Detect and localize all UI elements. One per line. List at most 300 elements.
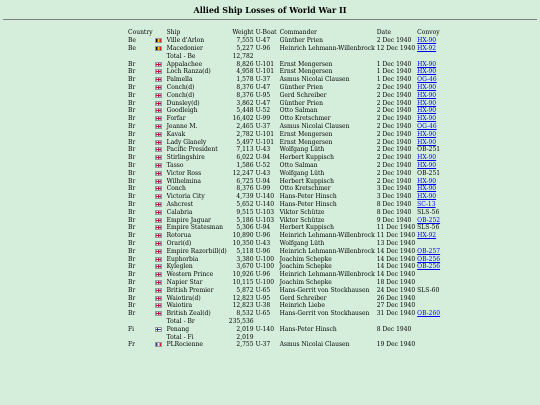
flag-cell: [155, 209, 167, 217]
date-cell: 8 Dec 1940: [376, 201, 412, 209]
ship-cell: Kavak: [166, 130, 186, 138]
country-cell: Br: [128, 146, 136, 154]
br-flag-icon: [155, 280, 162, 285]
ship-cell: Stirlingshire: [166, 154, 205, 162]
ship-cell: Loch Ranza(d): [166, 68, 211, 76]
commander-cell: Heinrich Liebe: [279, 302, 325, 310]
date-cell: 19 Dec 1940: [376, 341, 416, 349]
convoy-cell: [417, 92, 443, 100]
header-flag: [155, 29, 167, 37]
table-row: [128, 302, 443, 310]
date-cell: 2 Dec 1940: [376, 138, 412, 146]
country-cell: Br: [128, 240, 136, 248]
weight-cell: 4,739: [236, 193, 254, 201]
ship-cell: Western Prince: [166, 271, 214, 279]
table-row: [128, 209, 443, 217]
ship-cell: Conch: [166, 185, 186, 193]
flag-cell: [155, 131, 167, 139]
commander-cell: Hans-Gerrit von Stockhausen: [279, 310, 370, 318]
br-flag-icon: [155, 147, 162, 152]
date-cell: 12 Dec 1940: [376, 45, 416, 53]
br-flag-icon: [155, 69, 162, 74]
be-flag-icon: [155, 46, 162, 51]
convoy-link[interactable]: HX-90: [417, 84, 437, 92]
flag-cell: [155, 123, 167, 131]
table-row: [128, 310, 443, 318]
commander-cell: Günther Prien: [279, 37, 323, 45]
br-flag-icon: [155, 257, 162, 262]
convoy-cell: SLS-56: [417, 224, 440, 232]
date-cell: 14 Dec 1940: [376, 247, 416, 255]
table-row: [128, 154, 443, 162]
convoy-cell: [417, 123, 443, 131]
table-row: [128, 232, 443, 240]
uboat-cell: U-99: [255, 185, 271, 193]
date-cell: 18 Dec 1940: [376, 279, 416, 286]
ship-cell: Appalachee: [166, 60, 203, 68]
commander-cell: Herbert Kuppisch: [279, 154, 334, 162]
table-row: [128, 341, 443, 349]
date-cell: 8 Dec 1940: [376, 208, 412, 216]
flag-cell: [155, 146, 167, 154]
horizontal-rule: [3, 19, 537, 20]
country-cell: Br: [128, 201, 136, 209]
country-cell: Br: [128, 76, 136, 84]
table-row: [128, 123, 443, 131]
convoy-cell: [417, 154, 443, 162]
country-cell: Br: [128, 286, 136, 294]
date-cell: 1 Dec 1940: [376, 76, 412, 84]
br-flag-icon: [155, 210, 162, 215]
weight-cell: 12,823: [232, 294, 254, 302]
total-flag: [155, 53, 167, 61]
convoy-cell: SLS-60: [417, 286, 440, 294]
ship-cell: Palmella: [166, 76, 193, 84]
convoy-link[interactable]: HX-90: [417, 138, 437, 146]
table-row: [128, 271, 443, 279]
br-flag-icon: [155, 116, 162, 121]
fr-flag-icon: [155, 342, 162, 347]
commander-cell: Ernst Mengersen: [279, 60, 333, 68]
flag-cell: [155, 45, 167, 53]
br-flag-icon: [155, 85, 162, 90]
ship-cell: Jeanne M.: [166, 123, 198, 131]
date-cell: 11 Dec 1940: [376, 232, 416, 240]
convoy-link[interactable]: HX-90: [417, 37, 437, 45]
weight-cell: 7,555: [236, 37, 254, 45]
weight-cell: 5,306: [236, 224, 254, 232]
date-cell: 31 Dec 1940: [376, 310, 416, 318]
ship-cell: Lady Glanely: [166, 138, 207, 146]
weight-cell: 4,958: [236, 68, 254, 76]
convoy-cell: [417, 279, 443, 287]
header-ship: Ship: [166, 29, 181, 36]
table-row: [128, 115, 443, 123]
uboat-cell: U-96: [255, 247, 271, 255]
uboat-cell: U-37: [255, 123, 271, 131]
convoy-link[interactable]: OB-256: [417, 255, 441, 263]
convoy-link[interactable]: OB-257: [417, 247, 441, 255]
convoy-cell: [417, 201, 443, 209]
commander-cell: Ernst Mengersen: [279, 68, 333, 76]
ship-cell: Ashcrest: [166, 201, 194, 209]
date-cell: 27 Dec 1940: [376, 302, 416, 310]
country-cell: Br: [128, 271, 136, 279]
convoy-cell: SLS-56: [417, 208, 440, 216]
weight-cell: 12,823: [232, 302, 254, 310]
br-flag-icon: [155, 249, 162, 254]
br-flag-icon: [155, 296, 162, 301]
table-row: [128, 326, 443, 334]
weight-cell: 3,380: [236, 255, 254, 263]
flag-cell: [155, 279, 167, 287]
total-row: [128, 53, 443, 61]
weight-cell: 12,247: [232, 169, 254, 177]
weight-cell: 5,448: [236, 107, 254, 115]
commander-cell: Hans-Gerrit von Stockhausen: [279, 286, 370, 294]
convoy-link[interactable]: OB-256: [417, 263, 441, 271]
convoy-link[interactable]: HX-90: [417, 115, 437, 123]
date-cell: 2 Dec 1940: [376, 91, 412, 99]
date-cell: 14 Dec 1940: [376, 263, 416, 271]
date-cell: 2 Dec 1940: [376, 130, 412, 138]
table-row: [128, 92, 443, 100]
flag-cell: [155, 263, 167, 271]
total-weight: 12,782: [232, 52, 254, 60]
country-cell: Br: [128, 162, 136, 170]
table-row: [128, 256, 443, 264]
convoy-cell: [417, 68, 443, 76]
convoy-link[interactable]: HX-90: [417, 60, 437, 68]
table-row: [128, 170, 443, 178]
total-country: [128, 318, 155, 326]
commander-cell: Viktor Schütze: [279, 208, 325, 216]
uboat-cell: U-103: [255, 216, 275, 224]
flag-cell: [155, 326, 167, 334]
uboat-cell: U-52: [255, 162, 271, 170]
convoy-cell: [417, 45, 443, 53]
country-cell: Br: [128, 255, 136, 263]
ship-cell: British Premier: [166, 286, 214, 294]
flag-cell: [155, 154, 167, 162]
country-cell: Br: [128, 107, 136, 115]
convoy-link[interactable]: HX-90: [417, 130, 437, 138]
page-title: Allied Ship Losses of World War II: [193, 5, 347, 15]
date-cell: 1 Dec 1940: [376, 60, 412, 68]
weight-cell: 10,115: [232, 279, 254, 286]
date-cell: 3 Dec 1940: [376, 193, 412, 201]
weight-cell: 8,826: [236, 60, 254, 68]
date-cell: 2 Dec 1940: [376, 169, 412, 177]
country-cell: Br: [128, 138, 136, 146]
date-cell: 2 Dec 1940: [376, 84, 412, 92]
flag-cell: [155, 68, 167, 76]
table-row: [128, 37, 443, 45]
br-flag-icon: [155, 225, 162, 230]
country-cell: Br: [128, 224, 136, 232]
convoy-link[interactable]: HX-90: [417, 162, 437, 170]
br-flag-icon: [155, 303, 162, 308]
br-flag-icon: [155, 101, 162, 106]
weight-cell: 3,862: [236, 99, 254, 107]
weight-cell: 8,376: [236, 185, 254, 193]
convoy-link[interactable]: HX-90: [417, 177, 437, 185]
weight-cell: 10,926: [232, 271, 254, 279]
br-flag-icon: [155, 155, 162, 160]
table-row: [128, 100, 443, 108]
country-cell: Br: [128, 310, 136, 318]
flag-cell: [155, 193, 167, 201]
date-cell: 2 Dec 1940: [376, 154, 412, 162]
uboat-cell: U-96: [255, 45, 271, 53]
ship-cell: Rotorua: [166, 232, 192, 240]
weight-cell: 3,670: [236, 263, 254, 271]
table-row: [128, 295, 443, 303]
uboat-cell: U-101: [255, 130, 275, 138]
flag-cell: [155, 201, 167, 209]
country-cell: Br: [128, 68, 136, 76]
date-cell: 2 Dec 1940: [376, 37, 412, 45]
convoy-cell: [417, 271, 443, 279]
country-cell: Br: [128, 279, 136, 286]
convoy-link[interactable]: HX-90: [417, 107, 437, 115]
convoy-link[interactable]: HX-90: [417, 68, 437, 76]
convoy-cell: [417, 240, 443, 248]
uboat-cell: U-43: [255, 146, 271, 154]
uboat-cell: U-140: [255, 201, 275, 209]
flag-cell: [155, 240, 167, 248]
convoy-link[interactable]: HX-92: [417, 232, 437, 240]
weight-cell: 10,350: [232, 240, 254, 248]
flag-cell: [155, 287, 167, 295]
commander-cell: Otto Kretschmer: [279, 115, 331, 123]
uboat-cell: U-94: [255, 154, 271, 162]
country-cell: Br: [128, 193, 136, 201]
date-cell: 13 Dec 1940: [376, 240, 416, 248]
commander-cell: Otto Salman: [279, 107, 318, 115]
convoy-cell: [417, 302, 443, 310]
commander-cell: Hans-Peter Hinsch: [279, 201, 337, 209]
date-cell: 1 Dec 1940: [376, 68, 412, 76]
flag-cell: [155, 170, 167, 178]
table-row: [128, 240, 443, 248]
br-flag-icon: [155, 186, 162, 191]
convoy-link[interactable]: HX-90: [417, 91, 437, 99]
br-flag-icon: [155, 194, 162, 199]
br-flag-icon: [155, 93, 162, 98]
weight-cell: 2,019: [236, 325, 254, 333]
ship-cell: Goodleigh: [166, 107, 198, 115]
table-row: [128, 61, 443, 69]
fi-flag-icon: [155, 327, 162, 332]
convoy-link[interactable]: HX-90: [417, 99, 437, 107]
ship-cell: Waiotira: [166, 302, 193, 310]
uboat-cell: U-37: [255, 76, 271, 84]
ship-cell: Pacific President: [166, 146, 218, 154]
uboat-cell: U-140: [255, 325, 275, 333]
commander-cell: Ernst Mengersen: [279, 130, 333, 138]
uboat-cell: U-96: [255, 271, 271, 279]
country-cell: Br: [128, 60, 136, 68]
br-flag-icon: [155, 171, 162, 176]
total-flag: [155, 318, 167, 326]
total-label: Total - Br: [166, 317, 195, 325]
ship-cell: British Zeal(d): [166, 310, 211, 318]
ship-cell: Empire Razorbill(d): [166, 247, 227, 255]
date-cell: 26 Dec 1940: [376, 294, 416, 302]
total-weight: 2,019: [236, 333, 254, 341]
table-row: [128, 107, 443, 115]
ship-cell: Empire Statesman: [166, 224, 224, 232]
commander-cell: Asmus Nicolai Clausen: [279, 123, 350, 131]
total-row: [128, 318, 443, 326]
header-weight: Weight: [232, 29, 254, 36]
flag-cell: [155, 341, 167, 349]
uboat-cell: U-65: [255, 286, 271, 294]
flag-cell: [155, 162, 167, 170]
ship-cell: Euphorbia: [166, 255, 199, 263]
flag-cell: [155, 84, 167, 92]
table-row: [128, 193, 443, 201]
convoy-cell: [417, 76, 443, 84]
weight-cell: 5,186: [236, 216, 254, 224]
flag-cell: [155, 217, 167, 225]
country-cell: Br: [128, 302, 136, 310]
convoy-cell: [417, 84, 443, 92]
commander-cell: Wolfgang Lüth: [279, 146, 325, 154]
convoy-link[interactable]: SC-13: [417, 201, 436, 209]
br-flag-icon: [155, 272, 162, 277]
br-flag-icon: [155, 124, 162, 129]
country-cell: Br: [128, 115, 136, 123]
flag-cell: [155, 271, 167, 279]
br-flag-icon: [155, 62, 162, 67]
date-cell: 2 Dec 1940: [376, 146, 412, 154]
table-row: [128, 224, 443, 232]
country-cell: Be: [128, 45, 136, 53]
country-cell: Br: [128, 294, 136, 302]
flag-cell: [155, 92, 167, 100]
flag-cell: [155, 248, 167, 256]
convoy-cell: [417, 310, 443, 318]
country-cell: Fr: [128, 341, 136, 349]
country-cell: Br: [128, 185, 136, 193]
date-cell: 2 Dec 1940: [376, 177, 412, 185]
country-cell: Br: [128, 232, 136, 240]
commander-cell: Otto Kretschmer: [279, 185, 331, 193]
uboat-cell: U-43: [255, 240, 271, 248]
weight-cell: 6,022: [236, 154, 254, 162]
uboat-cell: U-47: [255, 84, 271, 92]
country-cell: Br: [128, 263, 136, 271]
weight-cell: 2,465: [236, 123, 254, 131]
flag-cell: [155, 115, 167, 123]
table-row: [128, 279, 443, 287]
ship-cell: Dunsley(d): [166, 99, 200, 107]
convoy-cell: [417, 61, 443, 69]
ship-cell: Ville d'Arlon: [166, 37, 205, 45]
convoy-link[interactable]: HX-90: [417, 193, 437, 201]
flag-cell: [155, 302, 167, 310]
date-cell: 14 Dec 1940: [376, 271, 416, 279]
flag-cell: [155, 295, 167, 303]
date-cell: 9 Dec 1940: [376, 216, 412, 224]
table-row: [128, 217, 443, 225]
commander-cell: Herbert Kuppisch: [279, 177, 334, 185]
uboat-cell: U-47: [255, 99, 271, 107]
weight-cell: 1,578: [236, 76, 254, 84]
be-flag-icon: [155, 38, 162, 43]
country-cell: Br: [128, 208, 136, 216]
ship-cell: Macedonier: [166, 45, 203, 53]
uboat-cell: U-101: [255, 138, 275, 146]
weight-cell: 6,725: [236, 177, 254, 185]
uboat-cell: U-103: [255, 208, 275, 216]
commander-cell: Gerd Schreiber: [279, 91, 327, 99]
convoy-link[interactable]: OB-260: [417, 310, 441, 318]
br-flag-icon: [155, 108, 162, 113]
country-cell: Br: [128, 154, 136, 162]
convoy-link[interactable]: OG-46: [417, 123, 437, 131]
table-row: [128, 139, 443, 147]
header-uboat: U-Boat: [255, 29, 277, 36]
convoy-link[interactable]: HX-90: [417, 185, 437, 193]
uboat-cell: U-101: [255, 68, 275, 76]
table-row: [128, 68, 443, 76]
convoy-cell: [417, 256, 443, 264]
ship-cell: Calabria: [166, 208, 193, 216]
commander-cell: Günther Prien: [279, 99, 323, 107]
table-header-row: [128, 29, 443, 37]
ship-cell: Empire Jaguar: [166, 216, 211, 224]
country-cell: Br: [128, 123, 136, 131]
table-row: [128, 84, 443, 92]
convoy-link[interactable]: HX-90: [417, 154, 437, 162]
table-row: [128, 287, 443, 295]
br-flag-icon: [155, 288, 162, 293]
convoy-link[interactable]: OB-252: [417, 216, 441, 224]
convoy-link[interactable]: OG-46: [417, 76, 437, 84]
ship-cell: Wilhelmina: [166, 177, 201, 185]
ship-cell: PLRocienne: [166, 341, 203, 349]
country-cell: Br: [128, 216, 136, 224]
table-row: [128, 248, 443, 256]
convoy-link[interactable]: HX-92: [417, 45, 437, 53]
uboat-cell: U-65: [255, 310, 271, 318]
ship-cell: Victoria City: [166, 193, 205, 201]
date-cell: 2 Dec 1940: [376, 162, 412, 170]
country-cell: Br: [128, 130, 136, 138]
br-flag-icon: [155, 132, 162, 137]
weight-cell: 5,872: [236, 286, 254, 294]
uboat-cell: U-94: [255, 224, 271, 232]
convoy-cell: [417, 131, 443, 139]
uboat-cell: U-37: [255, 341, 271, 349]
table-row: [128, 263, 443, 271]
date-cell: 2 Dec 1940: [376, 115, 412, 123]
ship-losses-table: [128, 29, 443, 349]
table-row: [128, 178, 443, 186]
flag-cell: [155, 76, 167, 84]
weight-cell: 8,532: [236, 310, 254, 318]
table-row: [128, 76, 443, 84]
date-cell: 24 Dec 1940: [376, 286, 416, 294]
commander-cell: Viktor Schütze: [279, 216, 325, 224]
weight-cell: 5,118: [236, 247, 254, 255]
convoy-cell: [417, 341, 443, 349]
country-cell: Br: [128, 84, 136, 92]
uboat-cell: U-47: [255, 37, 271, 45]
